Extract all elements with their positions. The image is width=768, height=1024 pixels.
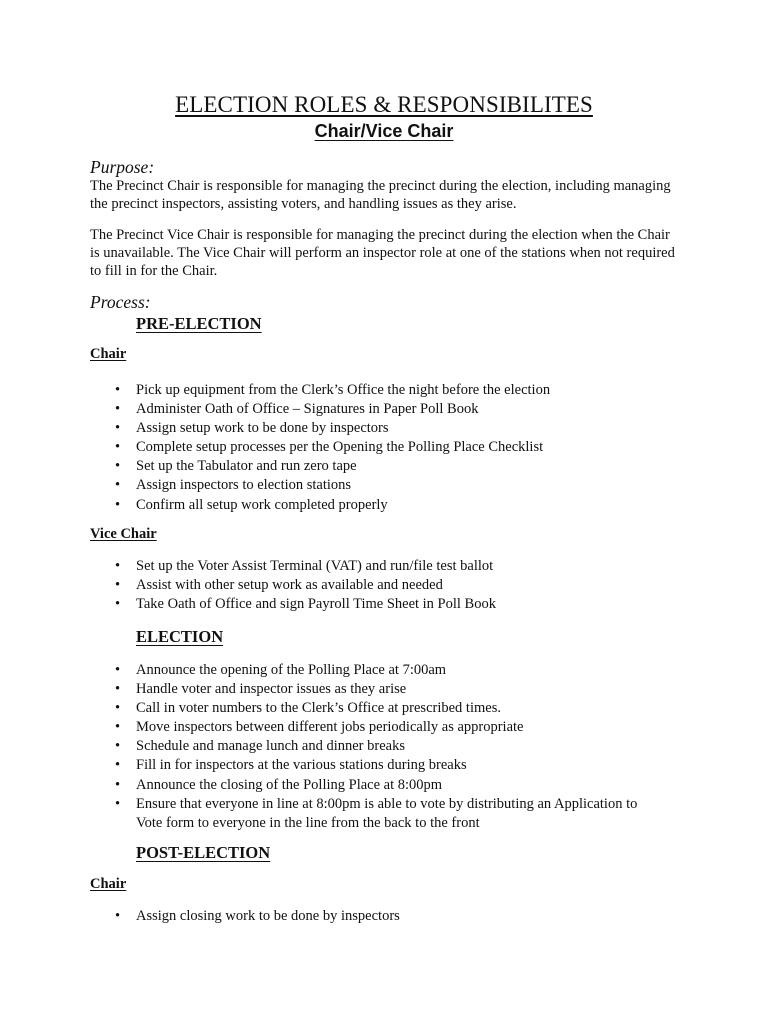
list-item: • Confirm all setup work completed properly [0,496,700,515]
list-item: • Administer Oath of Office – Signatures in Paper Poll Book [0,400,700,419]
purpose-label: Purpose: [90,157,155,177]
list-item: • Announce the opening of the Polling Place at 7:00am [0,661,700,680]
list-item: • Assist with other setup work as available and needed [0,576,700,595]
election-list [0,661,700,833]
pre-election-vice-chair-heading: Vice Chair [90,526,157,542]
list-item: • Move inspectors between different jobs periodically as appropriate [0,718,700,737]
process-label: Process: [90,292,151,312]
list-item: • Fill in for inspectors at the various stations during breaks [0,756,700,775]
list-item: • Pick up equipment from the Clerk’s Office the night before the election [0,381,700,400]
post-election-chair-heading: Chair [90,876,127,892]
list-item: • Complete setup processes per the Opening the Polling Place Checklist [0,438,700,457]
list-item: • Set up the Tabulator and run zero tape [0,457,700,476]
pre-election-vice-chair-list [0,557,700,614]
list-item: • Handle voter and inspector issues as they arise [0,680,700,699]
pre-election-chair-list [0,381,700,515]
list-item: • Schedule and manage lunch and dinner breaks [0,737,700,756]
list-item: • Assign closing work to be done by inspectors [0,907,700,926]
list-item: • Assign setup work to be done by inspectors [0,419,700,438]
document-subtitle: Chair/Vice Chair [314,121,454,141]
document-title: ELECTION ROLES & RESPONSIBILITES [175,92,593,117]
post-election-chair-list [0,907,700,926]
list-item: • Call in voter numbers to the Clerk’s Office at prescribed times. [0,699,700,718]
list-item: • Set up the Voter Assist Terminal (VAT) and run/file test ballot [0,557,700,576]
election-heading: ELECTION [136,627,224,646]
list-item: • Take Oath of Office and sign Payroll Time Sheet in Poll Book [0,595,700,614]
list-item: • Announce the closing of the Polling Place at 8:00pm [0,776,700,795]
post-election-heading: POST-ELECTION [136,843,271,862]
list-item: • Assign inspectors to election stations [0,476,700,495]
pre-election-chair-heading: Chair [90,346,127,362]
pre-election-heading: PRE-ELECTION [136,314,262,333]
purpose-paragraph-vice-chair: The Precinct Vice Chair is responsible for managing the precinct during the election when the Chair is unavailable. The Vice Chair will perform an inspector role at one of the stations when not required to fill in for the Chair. [90,227,675,279]
purpose-paragraph-chair: The Precinct Chair is responsible for managing the precinct during the election, including managing the precinct inspectors, assisting voters, and handling issues as they arise. [90,178,671,212]
list-item: • Ensure that everyone in line at 8:00pm is able to vote by distributing an Application to Vote form to everyone in the line from the back to the front [0,795,666,833]
